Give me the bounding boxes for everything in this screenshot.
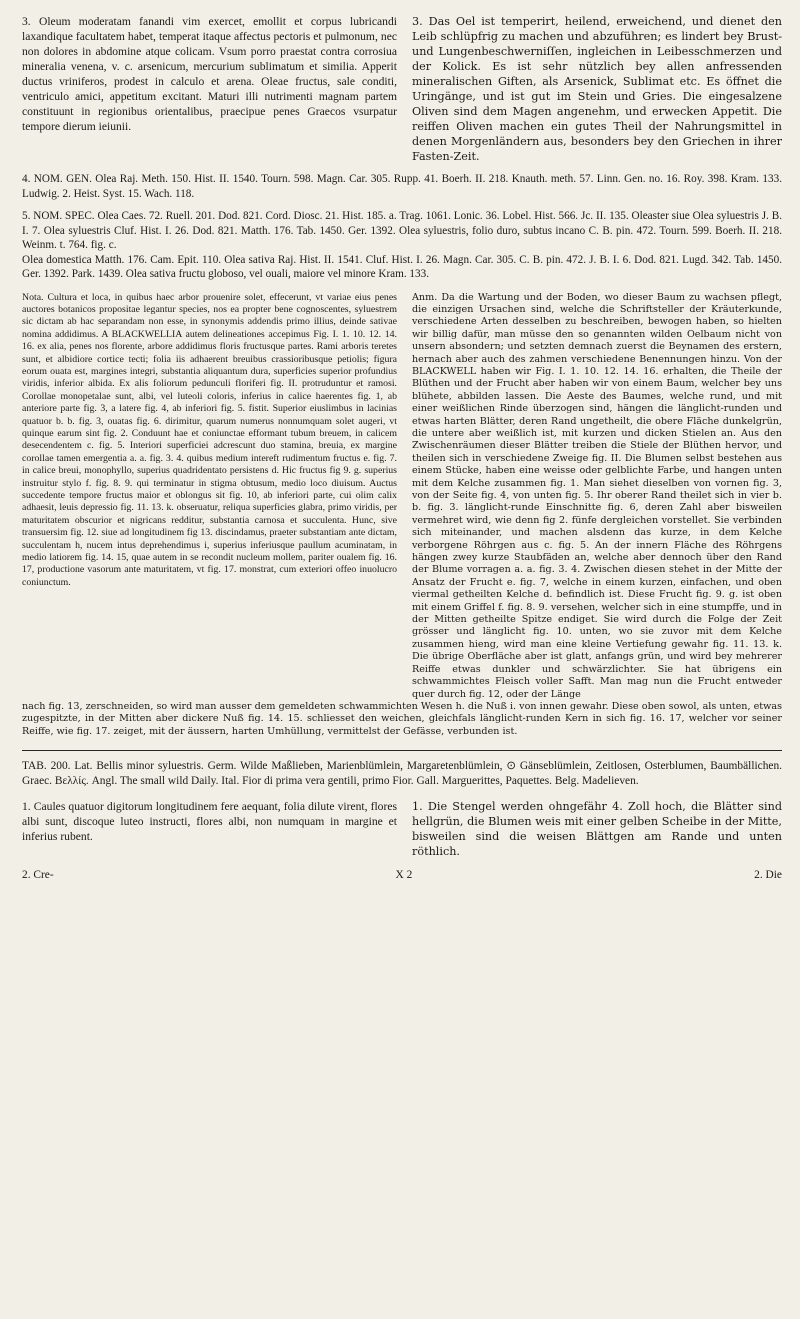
catchword-line	[22, 869, 782, 881]
section-3	[22, 14, 782, 164]
section-5-olea-domestica: Olea domestica Matth. 176. Cam. Epit. 110. Olea sativa Raj. Hist. II. 1541. Cluf. Hist. I. 26. Magn. Car. 305. C. B. pin. 472. J. B. I. 6. Dod. 821. Lugd. 342. Tab. 1450. Ger. 1392. Park. 1439. Olea sativa fructu globoso, vel ouali, maiore vel minore Kram. 133.	[22, 253, 782, 280]
tab-200-heading: TAB. 200. Lat. Bellis minor syluestris. Germ. Wilde Maßlieben, Marienblümlein, Margaretenblümlein, ⊙ Gänseblümlein, Zeitlosen, Osterblumen, Baumbällichen. Graec. Βελλίς. Angl. The small wild Daily. Ital. Fior di prima vera gentili, primo Fior. Gall. Marguerittes, Paquettes. Belg. Madelieven.	[22, 760, 782, 788]
notes	[22, 292, 782, 701]
note-latin: Nota. Cultura et loca, in quibus haec arbor prouenire solet, effecerunt, vt variae eius penes auctores botanicos propositae legantur species, nos ea propter bene cognoscentes, syluestrem sic dictam ab hac separandam non esse, in synonymis addendis primo illius, deinde sativae nomina addidimus. A BLACKWELLIA autem delineationes accepimus Fig. I. 1. 10. 12. 14. 16. ex alia, penes nos florente, arbore addidimus floris fructusque partes. Rami arboris teretes sunt, et albidiore cortice tecti; folia iis adhaerent breuibus crassioribusque petiolis; figura eorum ouata est, margines integri, substantia aliquantum dura, superficies superior profundius viridis, inferior albida. Ex alis foliorum pedunculi floriferi fig. II. protruduntur et ramosi. Corollae monopetalae sunt, albi, vel luteoli coloris, inferius in calice haerentes fig. 1, ab anteriore parte fig. 3, a latere fig. 4, ab inferiori fig. 5. fistit. Superior eiuslimbus in lacinias quatuor b. b. fig. 3, ouatas fig. 6. dirimitur, quarum numerus nonnumquam solet augeri, vt quinque earum sint fig. 2. Conduunt hae et coniunctae efformant tubum breuem, in calicem desecendentem c. fig. 5. Interiori superficiei adcrescunt duo stamina, breuia, ex margine corollae tamen emergentia a. a. fig. 3. 4. quibus medium intereft rudimentum fructus e. fig. 7. in calice breui, monophyllo, superius quadridentato persistens d. Hic fructus fig 9. g. superius instruitur stylo f. fig. 8. 9. qui terminatur in stigma obtusum, medio loco diuisum. Auctus succedente tempore fructus maior et oblongus sit fig. 10, ab inferiori parte, cui olim calix adhaesit, leuis depressio fig. 11. 13. k. obseruatur, reliqua superficies glabra, primo viridis, per maturitatem obscurior et nigricans redditur, substantia carnosa et succulenta. Hunc, sive transuersim fig. 12. siue ad longitudinem fig 13. discindamus, praeter substantiam ante dictam, succulentam h, nucem intus deprehendimus i, superius inferiusque paullum acuminatam, in medio latiorem fig. 14. 15, quae autem in se recondit nucleum mollem, pariter oualem fig. 16. 17, productione vasorum ante maturitatem, vt fig. 17. monstrat, cum exteriori offeo inuolucro coniunctum.	[22, 291, 397, 588]
section-3-latin: 3. Oleum moderatam fanandi vim exercet, emollit et corpus lubricandi laxandique facultatem habet, temperat itaque affectus pectoris et pulmonum, nec non dolores in abdomine atque colicam. Vsum porro praestat contra corrosiua mineralia venena, v. c. arsenicum, mercurium sublimatum et similia. Apperit ductus vriniferos, prodest in calculo et arena. Oleae fructus, sale conditi, ventriculo amici, appetitum excitant. Maturi illi nutrimenti magnam partem constituunt in regionibus orientalibus, praecipue penes Graecos vsurpatur tempore dierum ieiunii.	[22, 15, 397, 133]
catchword-right: 2. Die	[754, 869, 782, 882]
section-divider	[22, 750, 782, 751]
note-german: Anm. Da die Wartung und der Boden, wo dieser Baum zu wachsen pflegt, die einzigen Ursachen sind, welche die Schriftsteller der Kräuterkunde, verschiedene Arten desselben zu beschreiben, bewogen haben, so hielten wir billig dafür, man müsse den so genannten wilden Oelbaum nicht von unsern absondern; und setzten demnach zuerst die Beynamen des erstern, hernach aber auch des zahmen verschiedene Benennungen hinzu. Von der BLACKWELL haben wir Fig. I. 1. 10. 12. 14. 16. erhalten, die Theile der Blüthen und der Frucht aber haben wir von einem Baum, welcher bey uns blühete, abbilden lassen. Die Aeste des Baumes, welche rund, und mit einer weißlichen Rinde überzogen sind, hängen die länglicht-runden und etwas harten Blätter, deren Rand ungetheilt, die obere Fläche dunkelgrün, die untere aber weißlich ist, mit kurzen und dicken Stielen an. Aus den Zwischenräumen dieser Blätter treiben die Stiele der Blüthen hervor, und theilen sich in verschiedene Zweige fig. II. Die Blumen selbst bestehen aus einem Stücke, haben eine weisse oder gelblichte Farbe, und hangen unten mit dem Kelche zusammen fig. 1. Man siehet dieselben von vornen fig. 3, von der Seite fig. 4, von unten fig. 5. Ihr oberer Rand theilet sich in vier b. b. fig. 3. länglicht-runde Einschnitte fig. 6, deren Zahl aber bisweilen vermehret wird, wie denn fig 2. fünfe dergleichen vorstellet. Sie verbinden sich miteinander, und machen alsdenn das kurze, in dem Kelche verborgene Röhrgen aus c. fig. 5. An der innern Fläche des Röhrgens hängen zwey kurze Staubfäden an, welche aber dennoch über den Rand der Blume vorragen a. a. fig. 3. 4. Zwischen diesen stehet in der Mitte der Ansatz der Frucht e. fig. 7, welche in einem kurzen, einfachen, und oben viermal getheilten Kelche d. befindlich ist. Diese Frucht fig. 9. g. ist oben mit einem Griffel f. fig. 8. 9. versehen, welcher sich in eine stumpffe, und in der Mitten getheilte Spitze endiget. Sie wird durch die Folge der Zeit grösser und länglicht fig. 10. unten, wo sie zuvor mit dem Kelche zusammen hieng, wird man eine kleine Vertiefung gewahr fig. 11. 13. k. Die übrige Oberfläche aber ist glatt, anfangs grün, und wird bey mehrerer Reiffe etwas dunkler und schwärzlichter. Sie hat übrigens ein schwammichtes Fleisch voller Safft. Man mag nun die Frucht entweder quer durch fig. 12, oder der Länge	[412, 291, 782, 700]
tab-200-item-1	[22, 799, 782, 859]
signature-mark: X 2	[395, 869, 413, 882]
section-4-nom-gen: 4. NOM. GEN. Olea Raj. Meth. 150. Hist. II. 1540. Tourn. 598. Magn. Car. 305. Rupp. 41. Boerh. II. 218. Knauth. meth. 57. Linn. Gen. no. 16. Roy. 398. Kram. 133. Ludwig. 2. Heist. Syst. 15. Wach. 118.	[22, 173, 782, 200]
section-5-nom-spec: 5. NOM. SPEC. Olea Caes. 72. Ruell. 201. Dod. 821. Cord. Diosc. 21. Hist. 185. a. Trag. 1061. Lonic. 36. Lobel. Hist. 566. Jc. II. 135. Oleaster siue Olea syluestris J. B. I. 7. Olea syluestris Cluf. Hist. I. 26. Dod. 821. Matth. 176. Tab. 1450. Ger. 1392. Olea syluestris, folio duro, subtus incano C. B. pin. 472. Tourn. 599. Boerh. II. 218. Weinm. t. 764. fig. c.	[22, 210, 782, 251]
section-3-german: 3. Das Oel ist temperirt, heilend, erweichend, und dienet den Leib schlüpfrig zu machen und abzuführen; es lindert bey Brust- und Lungenbeschwerniſſen, ingleichen in Leibesschmerzen und der Kolick. Es ist sehr nützlich bey allen anfressenden mineralischen Giften, als Arsenick, Sublimat etc. Es öffnet die Uringänge, und ist gut im Stein und Gries. Die eingesalzene Oliven sind dem Magen angenehm, und erwecken Appetit. Die reiffen Oliven machen ein gutes Theil der Nahrungsmittel in denen Morgenländern aus, besonders bey den Griechen in ihrer Fasten-Zeit.	[412, 15, 782, 163]
item-1-latin: 1. Caules quatuor digitorum longitudinem fere aequant, folia dilute virent, flores albi sunt, discoque luteo instructi, flores albi, non numquam in margine et inferius rubent.	[22, 800, 397, 844]
catchword-left: 2. Cre-	[22, 869, 54, 882]
note-german-continuation: nach fig. 13, zerschneiden, so wird man ausser dem gemeldeten schwammichten Wesen h. die Nuß i. von innen gewahr. Diese oben sowol, als unten, etwas zugespitzte, in der Mitten aber dickere Nuß fig. 14. 15. schliesset den weichen, gleichfals länglicht-runden Kern in sich fig. 16. 17, welcher vor seiner Reiffe, wie fig. 17. zeiget, mit der äussern, harten Umhüllung, vermittelst der Gefässe, verbunden ist.	[22, 700, 782, 737]
book-page	[22, 14, 782, 881]
item-1-german: 1. Die Stengel werden ohngefähr 4. Zoll hoch, die Blätter sind hellgrün, die Blumen weis mit einer gelben Scheibe in der Mitte, bisweilen sind die weisen Blättgen am Rande und unten röthlich.	[412, 800, 782, 859]
